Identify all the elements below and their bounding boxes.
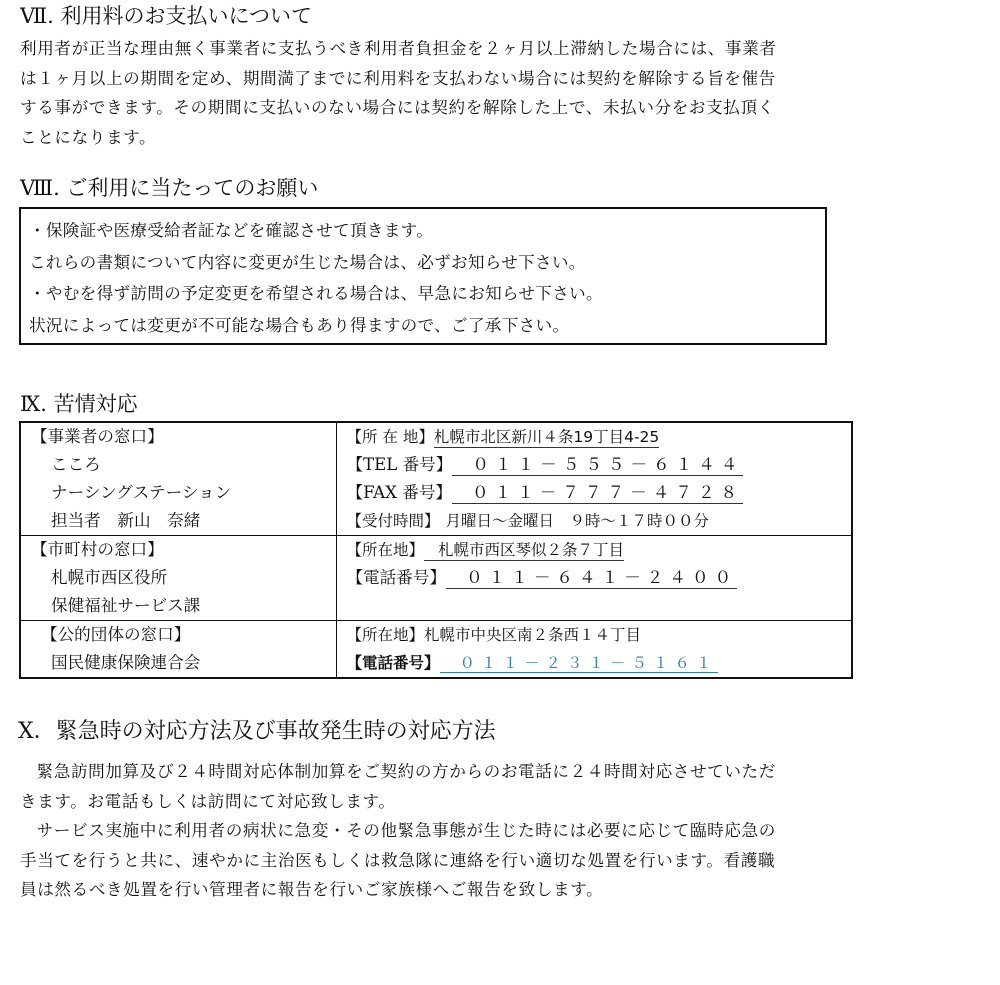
section10-para2-line3: 員は然るべき処置を行い管理者に報告を行いご家族様へご報告を致します。 — [20, 880, 604, 899]
city-address: 札幌市西区琴似２条７丁目 — [424, 541, 624, 561]
notice-line-3: ・やむを得ず訪問の予定変更を希望される場合は、早急にお知らせ下さい。 — [29, 284, 603, 303]
complaint-table — [19, 421, 853, 679]
provider-fax: ０１１－７７７－４７２８ — [452, 483, 743, 504]
city-empty-line — [337, 592, 852, 620]
provider-hours: 月曜日～金曜日 ９時～１７時００分 — [445, 512, 710, 530]
notice-box — [19, 207, 827, 345]
city-contact-cell — [336, 536, 852, 621]
public-address-label: 【所在地】 — [346, 626, 425, 644]
city-tel-line — [337, 564, 852, 592]
provider-fax-line — [337, 479, 852, 507]
city-name2: 保健福祉サービス課 — [51, 596, 201, 615]
section10-body — [20, 757, 990, 905]
city-tel: ０１１－６４１－２４００ — [446, 568, 737, 589]
provider-address-line — [337, 423, 852, 451]
notice-line-4: 状況によっては変更が不可能な場合もあり得ますので、ご了承下さい。 — [29, 315, 570, 335]
section7-line-3: する事ができます。その期間に支払いのない場合には契約を解除した上で、未払い分をお支払頂く — [20, 98, 775, 117]
section7-line-1: 利用者が正当な理由無く事業者に支払うべき利用者負担金を２ヶ月以上滞納した場合には、事業者 — [20, 39, 777, 58]
table-row-public — [20, 621, 852, 679]
provider-address: 札幌市北区新川４条19丁目4-25 — [433, 428, 660, 446]
section10-para2-line1: サービス実施中に利用者の病状に急変・その他緊急事態が生じた時には必要に応じて臨時応急の — [36, 821, 776, 840]
public-address-line — [337, 621, 852, 649]
section10-para1-line1: 緊急訪問加算及び２４時間対応体制加算をご契約の方からのお電話に２４時間対応させていただ — [36, 762, 776, 781]
public-contact-cell — [336, 621, 852, 679]
section10-para1-line2: きます。お電話もしくは訪問にて対応致します。 — [20, 791, 396, 811]
public-cell — [20, 621, 336, 679]
public-address: 札幌市中央区南２条西１４丁目 — [424, 626, 642, 644]
provider-address-label: 【所 在 地】 — [346, 428, 434, 446]
city-address-label: 【所在地】 — [346, 541, 425, 559]
table-row-city — [20, 536, 852, 621]
city-address-line — [337, 536, 852, 564]
public-title: 【公的団体の窓口】 — [41, 625, 191, 644]
city-title: 【市町村の窓口】 — [31, 540, 164, 559]
public-tel-label: 【電話番号】 — [346, 654, 440, 672]
section7-line-2: は１ヶ月以上の期間を定め、期間満了までに利用料を支払わない場合には契約を解除する旨を催告 — [20, 68, 776, 88]
provider-fax-label: 【FAX 番号】 — [346, 483, 453, 502]
public-name1: 国民健康保険連合会 — [51, 653, 201, 672]
notice-line-1: ・保険証や医療受給者証などを確認させて頂きます。 — [29, 221, 434, 240]
section9-heading: Ⅸ. 苦情対応 — [20, 392, 138, 416]
public-tel-link[interactable]: ０１１－２３１－５１６１ — [440, 654, 718, 673]
provider-hours-line — [337, 507, 852, 535]
provider-hours-label: 【受付時間】 — [346, 512, 440, 530]
provider-tel: ０１１－５５５－６１４４ — [452, 455, 743, 476]
section7-heading: Ⅶ. 利用料のお支払いについて — [20, 4, 313, 28]
section8-heading: Ⅷ. ご利用に当たってのお願い — [20, 176, 319, 200]
section7-line-4: ことになります。 — [20, 127, 157, 147]
city-tel-label: 【電話番号】 — [346, 568, 447, 587]
public-tel-line — [337, 649, 852, 677]
provider-contact-cell — [336, 422, 852, 536]
notice-line-2: これらの書類について内容に変更が生じた場合は、必ずお知らせ下さい。 — [29, 252, 586, 272]
section10-heading: X．緊急時の対応方法及び事故発生時の対応方法 — [18, 719, 496, 744]
provider-name2: ナーシングステーション — [51, 483, 232, 502]
provider-person: 担当者 新山 奈緒 — [51, 511, 201, 530]
section10-para2-line2: 手当てを行うと共に、速やかに主治医もしくは救急隊に連絡を行い適切な処置を行います。看護職 — [20, 850, 776, 870]
city-name1: 札幌市西区役所 — [51, 568, 168, 587]
provider-tel-label: 【TEL 番号】 — [346, 455, 453, 474]
table-row-provider — [20, 422, 852, 536]
section7-body — [20, 34, 990, 152]
provider-name1: こころ — [51, 455, 101, 474]
provider-tel-line — [337, 451, 852, 479]
city-cell — [20, 536, 336, 621]
provider-title: 【事業者の窓口】 — [31, 427, 164, 446]
provider-cell — [20, 422, 336, 536]
